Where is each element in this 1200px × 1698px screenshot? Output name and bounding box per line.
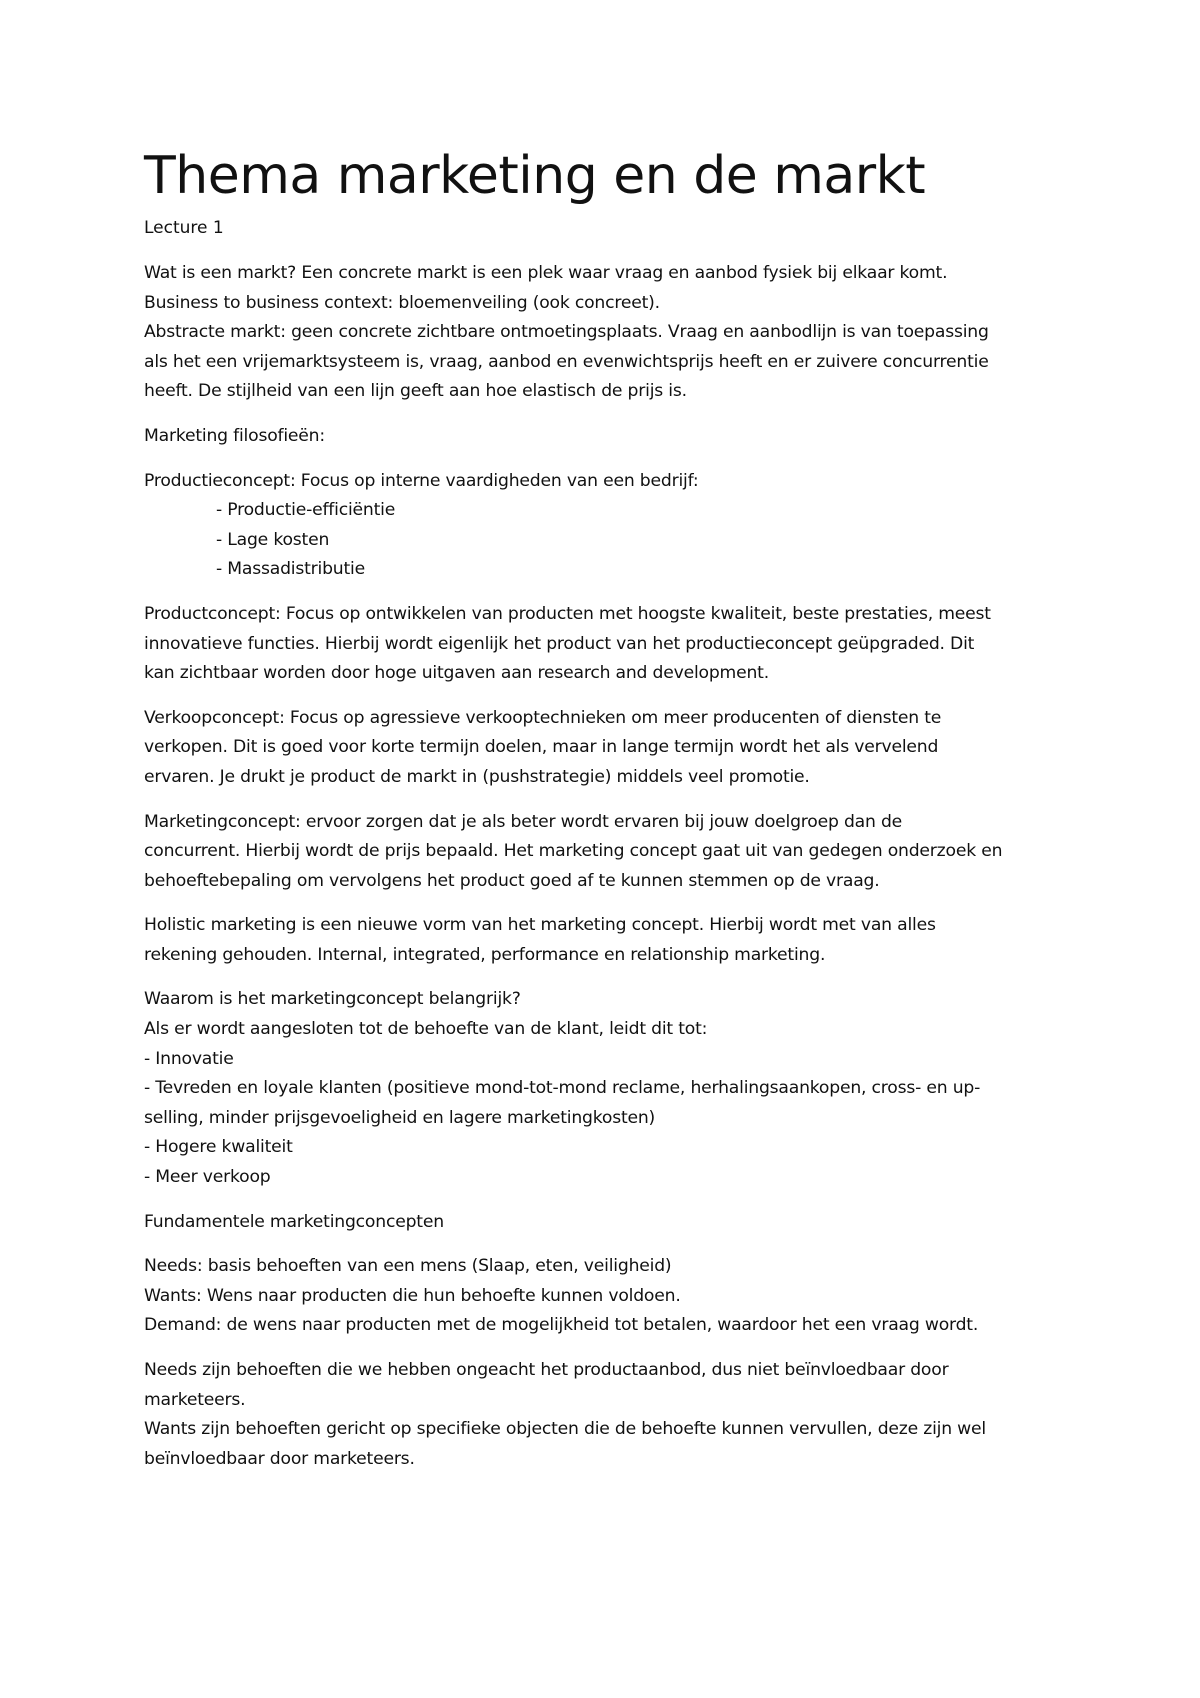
text-line: Productieconcept: Focus op interne vaardigheden van een bedrijf: [144, 470, 699, 491]
text-line: innovatieve functies. Hierbij wordt eigenlijk het product van het productieconcept geüpgraded. Dit [144, 633, 975, 654]
list-item: - Tevreden en loyale klanten (positieve mond-tot-mond reclame, herhalingsaankopen, cross- en up- [144, 1078, 981, 1099]
text-line: Business to business context: bloemenveiling (ook concreet). [144, 292, 660, 313]
text-line: Wants zijn behoeften gericht op specifieke objecten die de behoefte kunnen vervullen, deze zijn wel [144, 1419, 986, 1440]
text-line: Needs: basis behoeften van een mens (Slaap, eten, veiligheid) [144, 1256, 672, 1277]
text-line: verkopen. Dit is goed voor korte termijn doelen, maar in lange termijn wordt het als vervelend [144, 737, 939, 758]
list-item: - Meer verkoop [144, 1167, 271, 1188]
text-line: als het een vrijemarktsysteem is, vraag, aanbod en evenwichtsprijs heeft en er zuivere concurrentie [144, 351, 989, 372]
productieconcept-list [144, 496, 1074, 585]
list-item: selling, minder prijsgevoeligheid en lagere marketingkosten) [144, 1107, 656, 1128]
text-line: beïnvloedbaar door marketeers. [144, 1448, 415, 1469]
needs-wants-paragraph [144, 1356, 1074, 1474]
text-line: kan zichtbaar worden door hoge uitgaven aan research and development. [144, 663, 769, 684]
list-item: - Lage kosten [216, 529, 330, 550]
text-line: Wat is een markt? Een concrete markt is een plek waar vraag en aanbod fysiek bij elkaar komt. [144, 263, 948, 283]
text-line: rekening gehouden. Internal, integrated, performance en relationship marketing. [144, 944, 826, 965]
filosofieen-heading [144, 422, 1074, 452]
text-line: Marketing filosofieën: [144, 425, 325, 446]
text-line: concurrent. Hierbij wordt de prijs bepaald. Het marketing concept gaat uit van gedegen onderzoek en [144, 841, 1003, 862]
text-line: behoeftebepaling om vervolgens het product goed af te kunnen stemmen op de vraag. [144, 870, 880, 891]
productieconcept-section [144, 467, 1074, 585]
text-line: ervaren. Je drukt je product de markt in (pushstrategie) middels veel promotie. [144, 766, 810, 787]
marketingconcept-paragraph [144, 808, 1074, 897]
waarom-section [144, 985, 1074, 1192]
fundamentele-heading [144, 1208, 1074, 1238]
text-line: Demand: de wens naar producten met de mogelijkheid tot betalen, waardoor het een vraag wordt. [144, 1315, 979, 1336]
text-line: marketeers. [144, 1389, 246, 1410]
lecture-label: Lecture 1 [144, 218, 224, 238]
text-line: Fundamentele marketingconcepten [144, 1211, 444, 1232]
text-line: Abstracte markt: geen concrete zichtbare ontmoetingsplaats. Vraag en aanbodlijn is van toepassing [144, 322, 989, 343]
text-line: Marketingconcept: ervoor zorgen dat je als beter wordt ervaren bij jouw doelgroep dan de [144, 811, 903, 832]
verkoopconcept-paragraph [144, 704, 1074, 793]
text-line: Als er wordt aangesloten tot de behoefte van de klant, leidt dit tot: [144, 1019, 708, 1040]
text-line: Productconcept: Focus op ontwikkelen van producten met hoogste kwaliteit, beste prestaties, meest [144, 603, 991, 624]
text-line: Needs zijn behoeften die we hebben ongeacht het productaanbod, dus niet beïnvloedbaar door [144, 1360, 949, 1380]
text-line: Wants: Wens naar producten die hun behoefte kunnen voldoen. [144, 1285, 681, 1306]
productconcept-paragraph [144, 600, 1074, 689]
intro-paragraph [144, 259, 1074, 407]
text-line: Waarom is het marketingconcept belangrijk? [144, 989, 521, 1010]
list-item: - Innovatie [144, 1048, 234, 1069]
page-title: Thema marketing en de markt [144, 146, 926, 206]
list-item: - Massadistributie [216, 559, 365, 580]
list-item: - Productie-efficiëntie [216, 500, 396, 521]
document-body [144, 138, 1074, 1489]
holistic-paragraph [144, 911, 1074, 970]
text-line: heeft. De stijlheid van een lijn geeft aan hoe elastisch de prijs is. [144, 381, 687, 402]
text-line: Holistic marketing is een nieuwe vorm van het marketing concept. Hierbij wordt met van alles [144, 915, 936, 936]
definities-paragraph [144, 1252, 1074, 1341]
list-item: - Hogere kwaliteit [144, 1137, 293, 1158]
text-line: Verkoopconcept: Focus op agressieve verkooptechnieken om meer producenten of diensten te [144, 707, 942, 728]
